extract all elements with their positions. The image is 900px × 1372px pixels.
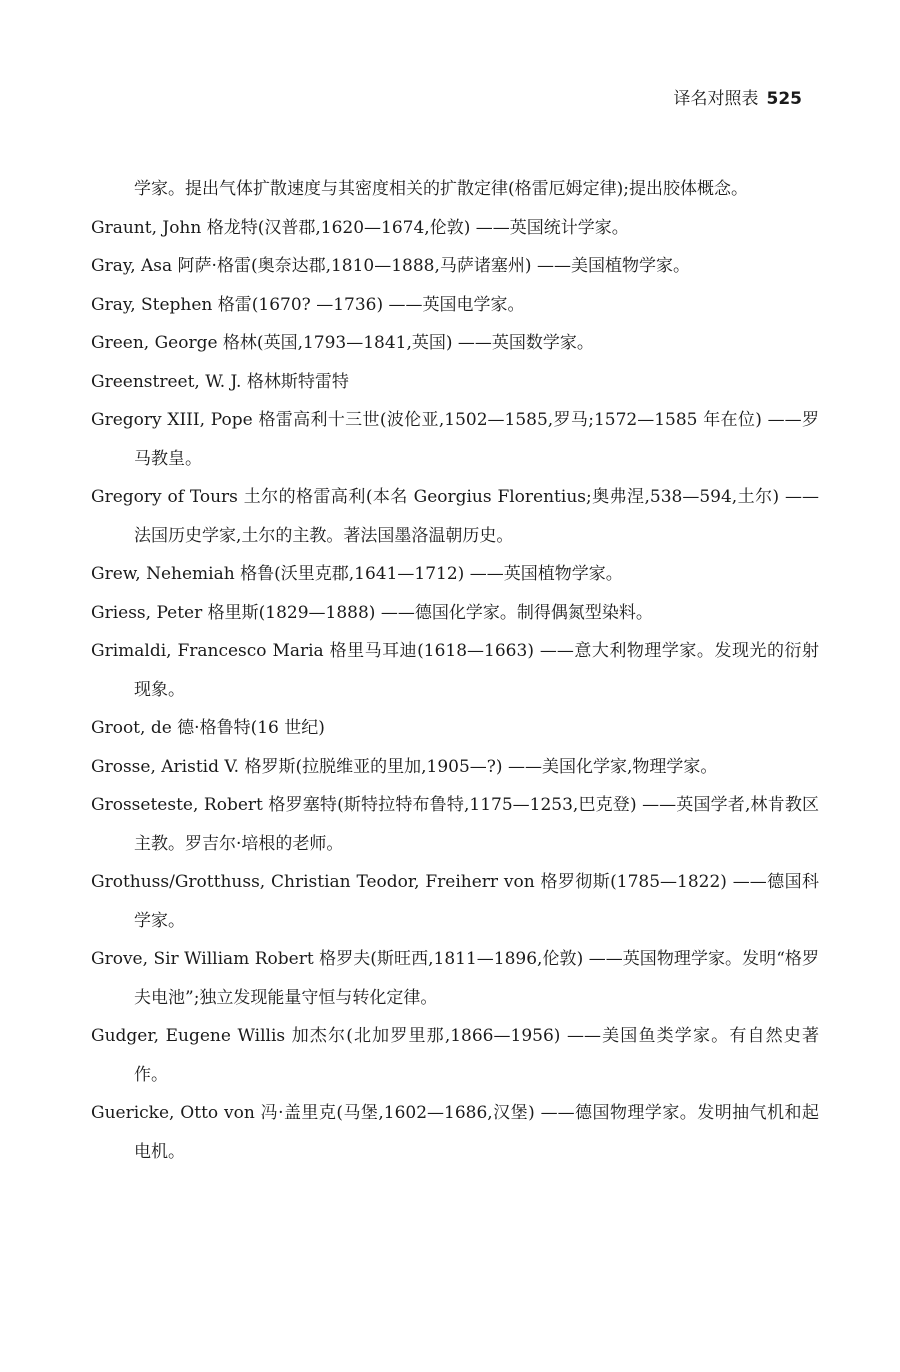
glossary-entry: Groot, de 德·格鲁特(16 世纪): [91, 718, 325, 738]
glossary-entry: Grew, Nehemiah 格鲁(沃里克郡,1641—1712) ——英国植物学家。: [91, 564, 623, 584]
header-title: 译名对照表: [673, 89, 759, 109]
page-number: 525: [766, 89, 802, 109]
glossary-entry: Grosseteste, Robert 格罗塞特(斯特拉特布鲁特,1175—1253,巴克登) ——英国学者,林肯教区主教。罗吉尔·培根的老师。: [91, 795, 819, 854]
glossary-entry: Gray, Stephen 格雷(1670? —1736) ——英国电学家。: [91, 294, 525, 315]
glossary-body: [91, 170, 819, 1171]
glossary-entry: Green, George 格林(英国,1793—1841,英国) ——英国数学家。: [91, 333, 594, 353]
glossary-entry: Guericke, Otto von 冯·盖里克(马堡,1602—1686,汉堡) ——德国物理学家。发明抽气机和起电机。: [91, 1103, 819, 1162]
glossary-entry: Grosse, Aristid V. 格罗斯(拉脱维亚的里加,1905—?) ——美国化学家,物理学家。: [91, 756, 718, 777]
glossary-entry: Greenstreet, W. J. 格林斯特雷特: [91, 371, 349, 392]
glossary-entry: Gregory of Tours 土尔的格雷高利(本名 Georgius Florentius;奥弗涅,538—594,土尔) ——法国历史学家,土尔的主教。著法国墨洛温朝历史。: [91, 487, 819, 546]
glossary-entry: Graunt, John 格龙特(汉普郡,1620—1674,伦敦) ——英国统计学家。: [91, 217, 629, 238]
glossary-entry: 学家。提出气体扩散速度与其密度相关的扩散定律(格雷厄姆定律);提出胶体概念。: [134, 179, 748, 199]
glossary-entry: Griess, Peter 格里斯(1829—1888) ——德国化学家。制得偶氮型染料。: [91, 602, 653, 623]
glossary-entry: Gray, Asa 阿萨·格雷(奥奈达郡,1810—1888,马萨诸塞州) ——美国植物学家。: [91, 256, 690, 276]
glossary-entry: Grove, Sir William Robert 格罗夫(斯旺西,1811—1896,伦敦) ——英国物理学家。发明“格罗夫电池”;独立发现能量守恒与转化定律。: [91, 949, 819, 1008]
glossary-entry: Grimaldi, Francesco Maria 格里马耳迪(1618—1663) ——意大利物理学家。发现光的衍射现象。: [91, 641, 819, 700]
glossary-entry: Gudger, Eugene Willis 加杰尔(北加罗里那,1866—1956) ——美国鱼类学家。有自然史著作。: [91, 1026, 819, 1085]
glossary-entry: Grothuss/Grotthuss, Christian Teodor, Freiherr von 格罗彻斯(1785—1822) ——德国科学家。: [91, 872, 819, 931]
glossary-entry: Gregory XIII, Pope 格雷高利十三世(波伦亚,1502—1585,罗马;1572—1585 年在位) ——罗马教皇。: [91, 410, 819, 469]
running-header: [674, 84, 803, 109]
